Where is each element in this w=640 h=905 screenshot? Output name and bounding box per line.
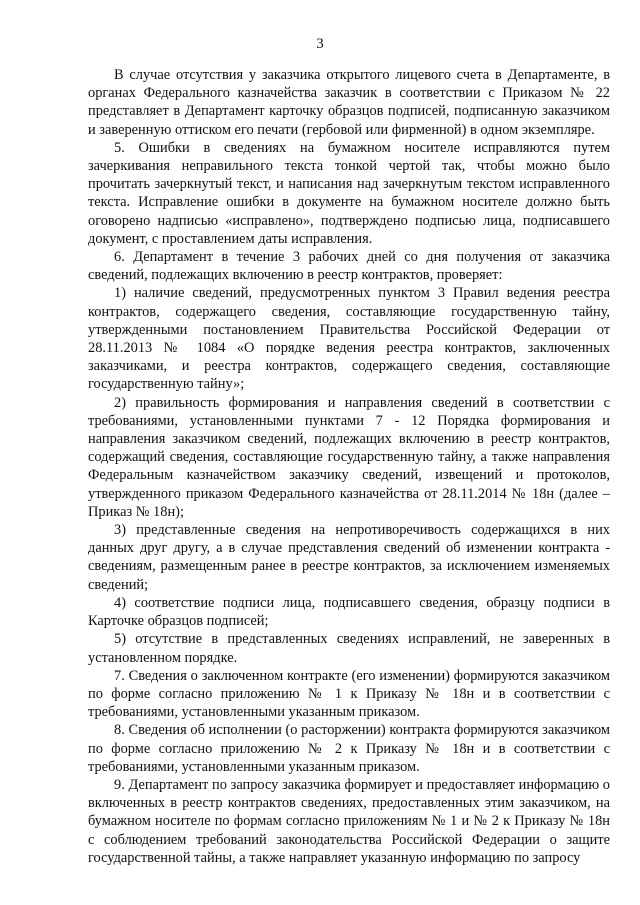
paragraph-6-item-4: 4) соответствие подписи лица, подписавшего сведения, образцу подписи в Карточке образцов подписей; xyxy=(88,594,610,630)
paragraph-8: 8. Сведения об исполнении (о расторжении) контракта формируются заказчиком по форме согласно приложению № 2 к Приказу № 18н и в соответствии с требованиями, установленными указанным приказом. xyxy=(88,722,610,775)
document-body xyxy=(88,66,610,867)
paragraph-lead-in: В случае отсутствия у заказчика открытого лицевого счета в Департаменте, в органах Федерального казначейства заказчик в соответствии с Приказом № 22 представляет в Департамент карточку образцов подписей, подписанную заказчиком и заверенную оттиском его печати (гербовой или фирменной) в одном экземпляре. xyxy=(88,67,610,138)
page-number: 3 xyxy=(316,36,324,52)
paragraph-6-item-1: 1) наличие сведений, предусмотренных пунктом 3 Правил ведения реестра контрактов, содержащего сведения, составляющие государственную тайну, утвержденными постановлением Правительства Российской Федерации от 28.11.2013 № 1084 «О порядке ведения реестра контрактов, заключенных заказчиками, и реестра контрактов, содержащего сведения, составляющие государственную тайну»; xyxy=(88,285,610,393)
paragraph-6-item-3: 3) представленные сведения на непротиворечивость содержащихся в них данных друг другу, а в случае представления сведений об изменении контракта - сведениям, размещенным ранее в реестре контрактов, за исключением изменяемых сведений; xyxy=(88,522,610,593)
paragraph-6-item-5: 5) отсутствие в представленных сведениях исправлений, не заверенных в установленном порядке. xyxy=(88,631,610,666)
paragraph-7: 7. Сведения о заключенном контракте (его изменении) формируются заказчиком по форме согласно приложению № 1 к Приказу № 18н и в соответствии с требованиями, установленными указанным приказом. xyxy=(88,667,610,721)
paragraph-6: 6. Департамент в течение 3 рабочих дней со дня получения от заказчика сведений, подлежащих включению в реестр контрактов, проверяет: xyxy=(88,249,610,284)
paragraph-9: 9. Департамент по запросу заказчика формирует и предоставляет информацию о включенных в реестр контрактов сведениях, предоставленных этим заказчиком, на бумажном носителе по формам согласно приложениям № 1 и № 2 к Приказу № 18н с соблюдением требований законодательства Российской Федерации о защите государственной тайны, а также направляет указанную информацию по запросу xyxy=(88,776,610,866)
paragraph-6-item-2: 2) правильность формирования и направления сведений в соответствии с требованиями, установленными пунктами 7 - 12 Порядка формирования и направления заказчиком сведений, подлежащих включению в реестр контрактов, содержащий сведения, составляющие государственную тайну, а также направления Федеральным казначейством заказчику сведений, извещений и протоколов, утвержденного приказом Федерального казначейства от 28.11.2014 № 18н (далее – Приказ № 18н); xyxy=(88,394,610,520)
paragraph-5: 5. Ошибки в сведениях на бумажном носителе исправляются путем зачеркивания неправильного текста тонкой чертой так, чтобы можно было прочитать зачеркнутый текст, и написания над зачеркнутым текстом исправленного текста. Исправление ошибки в документе на бумажном носителе должно быть оговорено надписью «исправлено», подтверждено подписью лица, подписавшего документ, с проставлением даты исправления. xyxy=(88,139,610,247)
